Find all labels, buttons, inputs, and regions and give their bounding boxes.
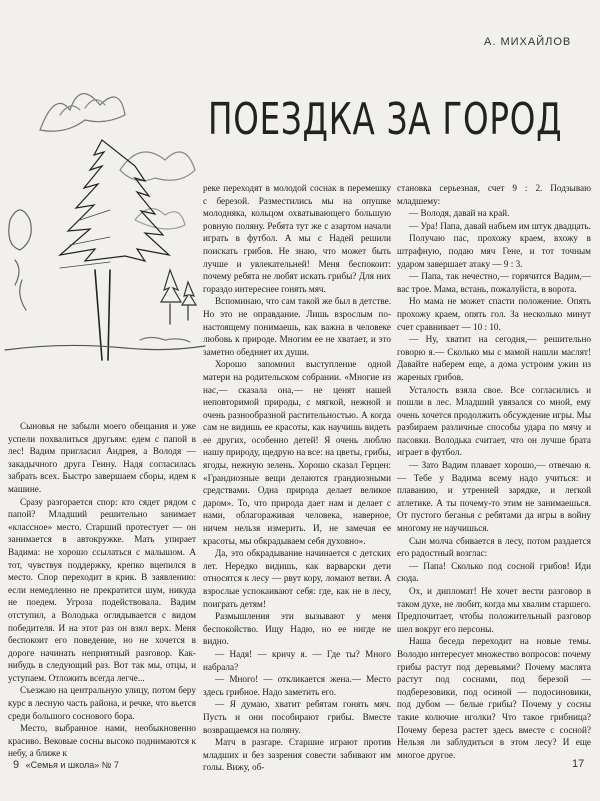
paragraph: — Зато Вадим плавает хорошо,— отвечаю я.— Тебе у Вадима всему надо учиться: и плаванию, и утренней зарядке, и легкой атлетике. А ты почему-то этим не занимаешься. От пустого беганья с ребятами да игры в войну многому не научишься. [397,460,591,534]
forest-sketch-icon [0,20,210,360]
paragraph: — Надя! — кричу я. — Где ты? Много набрала? [203,648,391,672]
paragraph: Да, это обкрадывание начинается с детских лет. Нередко видишь, как варварски дети относятся к лесу — рвут кору, ломают ветви. А взрослые успокаивают себя: где, как не в лесу, поиграть детям! [203,548,391,609]
footer-number: 9 [13,759,20,771]
paragraph: Усталость взяла свое. Все согласились и пошли в лес. Младший увязался со мной, ему очень хочется продолжить обсуждение игры. Мы разбираем различные способы удара по мячу и пасовки. Володька считает, что он лучше брата играет в футбол. [397,384,591,458]
paragraph: Сын молча сбивается в лесу, потом раздается его радостный возглас: [397,535,591,559]
text-column-2 [203,182,391,773]
paragraph: Ох, и дипломат! Не хочет вести разговор в таком духе, не любит, когда мы хвалим старшего. Предпочитает, чтобы положительный разговор шел вокруг его персоны. [397,586,591,634]
text-column-3 [397,182,591,759]
paragraph: — Володя, давай на край. [409,208,510,219]
paragraph: Вспоминаю, что сам такой же был в детстве. Но это не оправдание. Лишь взрослым по-настоящему понимаешь, как важна в человеке любовь к природе. Многим ее не хватает, и это заметно обедняет их души. [203,296,391,357]
paragraph: Размышления эти вызывают у меня беспокойство. Ищу Надю, но ее нигде не видно. [203,611,391,647]
paragraph: Хорошо запомнил выступление одной матери на родительском собрании. «Многие из нас,— сказала она,— не ценят нашей неповторимой природы, с мягкой, нежной и очень разнообразной растительностью. А когда сам не видишь ее красоты, как научишь видеть ее других, особенно детей! Я очень люблю нашу природу, щедрую на все: на цветы, грибы, ягоды, нежную зелень. Хорошо сказал Герцен: «Грандиозные вещи делаются грандиозными средствами. Одна природа делает великое даром». То, что природа дает нам и делает с нами, облагораживая человека, наверное, ничем нельзя измерить. И, не замечая ее красоты, мы обкрадываем себя духовно». [203,359,391,546]
footer-magazine-info [13,759,119,771]
paragraph: — Много! — откликается жена.— Место здесь грибное. Надо заметить его. [203,674,391,697]
paragraph: Матч в разгаре. Старшие играют против младших и без зазрения совести забивают им голы. Вижу, об- [203,737,391,773]
footer-magazine-name: «Семья и школа» № 7 [25,760,119,770]
article-title: ПОЕЗДКА ЗА ГОРОД [208,94,563,145]
paragraph: — Ура! Папа, давай набьем им штук двадцать. [409,220,591,231]
paragraph: Наша беседа переходит на новые темы. Володю интересует множество вопросов: почему грибы растут под деревьями? Почему маслята растут под соснами, под березой — подберезовики, под осиной — подосиновики, под дубом — белые грибы? Почему у сосны такие колючие иголки? Что такое грибница? Почему береза растет здесь вместе с сосной? Нельзя ли заблудиться в этом лесу? И еще многое другое. [397,636,591,760]
paragraph: — Ну, хватит на сегодня,— решительно говорю я.— Сколько мы с мамой нашли маслят! Давайте наберем еще, а дома устроим ужин из жареных грибов. [397,334,591,382]
paragraph: Но мама не может спасти положение. Опять прохожу краем, опять гол. За несколько минут счет сравнивает — 10 : 10. [397,296,591,332]
author-name: А. МИХАЙЛОВ [484,36,572,48]
paragraph: Съезжаю на центральную улицу, потом беру курс в лесную часть района, и речке, что вьется среди большого соснового бора. [8,685,196,721]
paragraph: — Папа! Сколько под сосной грибов! Иди сюда. [397,560,591,584]
paragraph: — Папа, так нечестно,— горячится Вадим,— вас трое. Мама, встань, пожалуйста, в ворота. [397,271,591,294]
paragraph: Место, выбранное нами, необыкновенно красиво. Вековые сосны высоко поднимаются к небу, а ближе к [8,723,196,759]
page-number: 17 [572,758,585,770]
paragraph: становка серьезная, счет 9 : 2. Подзываю младшему: [397,183,591,206]
paragraph: — Я думаю, хватит ребятам гонять мяч. Пусть и они пособирают грибы. Вместе возвращаемся на поляну. [203,699,391,735]
paragraph: Сыновья не забыли моего обещания и уже успели похвалиться другьям: едем с папой в лес! Вадим пригласил Андрея, а Володя — закадычного друга Геину. Надя согласилась забрать всех. Быстро завершаем сборы, идем к машине. [8,421,196,494]
paragraph: Получаю пас, прохожу краем, вхожу в штрафную, подаю мяч Гене, и тот точным ударом завершает атаку — 9 : 3. [397,233,591,269]
paragraph: реке переходят в молодой соснак в перемешку с березой. Разместились мы на опушке молодняка, кольцом охватывающего большую ровную поляну. Ребята тут же с азартом начали играть в футбол. А мы с Надей решили поискать грибов. Не знаю, что может быть лучше и увлекательней! Меня беспокоит: почему ребята не любят искать грибы? Для них гораздо интереснее гонять мяч. [203,183,391,294]
paragraph: Сразу разгорается спор: кто сядет рядом с папой? Младший решительно занимает «классное» место. Старший протестует — он занимается в автокружке. Мать упирает Вадима: не хорошо ссылаться с малышом. А тот, чувствуя поддержку, крепко вцепился в место. Спор переходит в крик. В заявлению: если немедленно не прекратится шум, никуда не поедем. Угроза подействовала. Вадим отступил, а Володька оглядывается с видом победителя. И на этот раз он взял верх. Меня беспокоит его поведение, но не хочется в дороге начинать неприятный разговор. Как-нибудь в следующий раз. Вот так мы, отцы, и уступаем. Отложить всегда легче... [8,496,196,683]
text-column-1 [8,420,196,759]
